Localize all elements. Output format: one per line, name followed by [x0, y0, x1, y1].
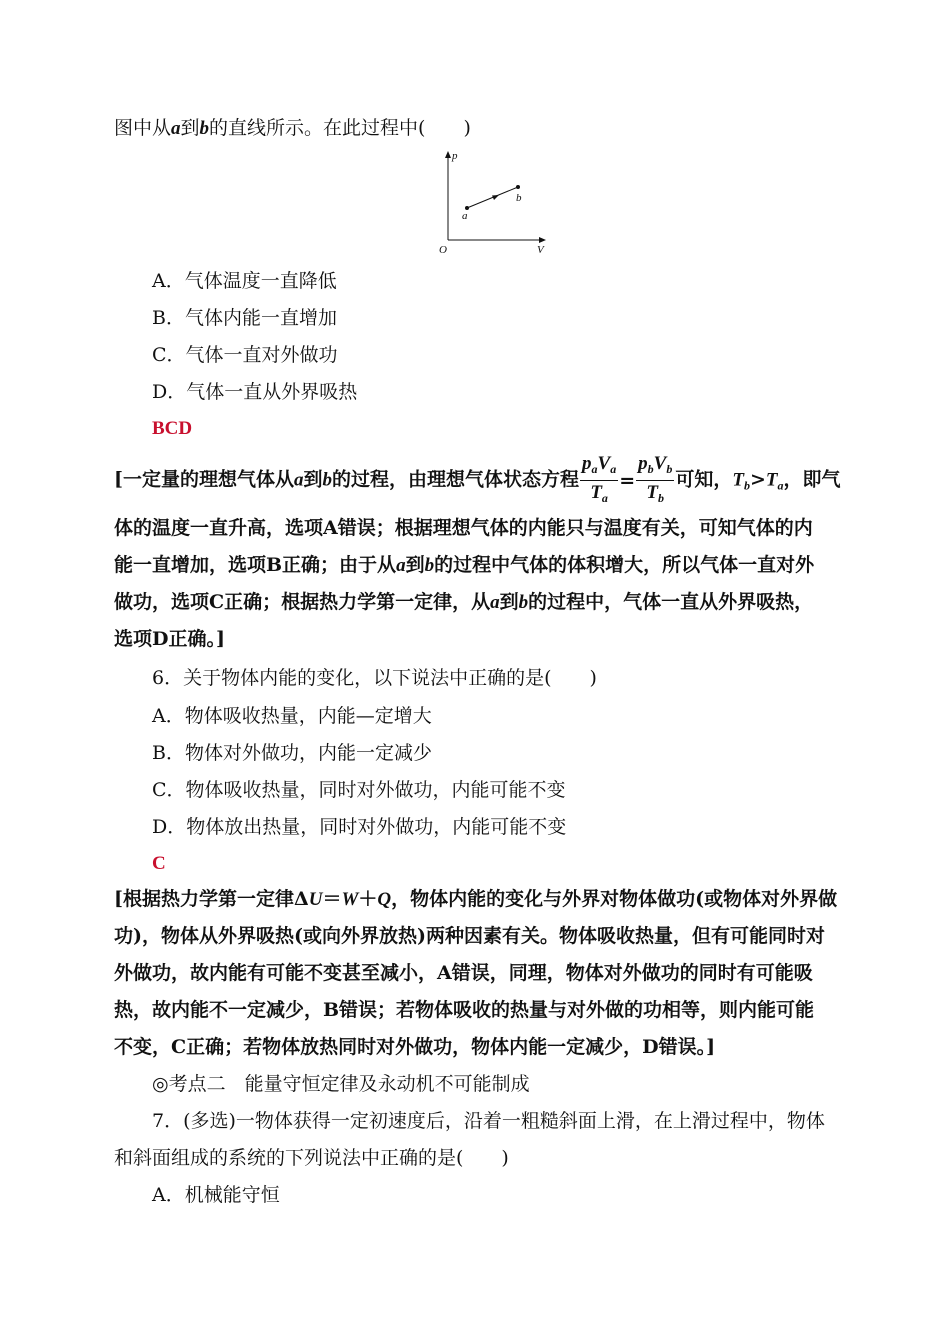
frac-sub: b	[666, 462, 673, 476]
exp-var-a: a	[490, 592, 500, 613]
q6-explanation-line-4: 热，故内能不一定减少，B错误；若物体吸收的热量与对外做的功相等，则内能可能	[114, 999, 815, 1021]
exp-text: 的过程，由理想气体状态方程	[332, 468, 580, 491]
frac-sub: a	[601, 491, 608, 505]
exp-text: 的过程中，气体一直从外界吸热，	[528, 591, 814, 613]
q7-stem-line-2: 和斜面组成的系统的下列说法中正确的是( )	[114, 1147, 509, 1169]
frac-t: T	[590, 482, 602, 503]
q6-option-a: A．物体吸收热量，内能—定增大	[152, 705, 432, 727]
exp-var-w: W	[341, 889, 359, 910]
exp-text: 做功，选项C正确；根据热力学第一定律，从	[114, 591, 491, 613]
process-arrow	[492, 195, 499, 200]
axis-label-p: p	[452, 150, 458, 162]
exp-text: ，即气	[783, 468, 841, 491]
p-axis-arrow	[445, 151, 451, 158]
exp-eq: ＝	[322, 888, 342, 910]
q5-explanation-line-2: 体的温度一直升高，选项A错误；根据理想气体的内能只与温度有关，可知气体的内	[114, 517, 813, 539]
frac-sub: a	[591, 462, 598, 476]
exp-text: 到	[499, 591, 519, 613]
exp-text: 到	[303, 468, 323, 491]
q5-answer: BCD	[152, 418, 193, 439]
exp-text: 能一直增加，选项B正确；由于从	[114, 554, 397, 576]
q5-stem-text-2: 到	[180, 117, 200, 139]
ineq-sub: b	[743, 478, 750, 493]
section-heading: ◎考点二 能量守恒定律及永动机不可能制成	[152, 1073, 530, 1095]
point-label-b: b	[516, 192, 522, 204]
q5-explanation-line-1	[114, 452, 841, 504]
exp-var-b: b	[424, 555, 435, 576]
q6-answer: C	[152, 853, 166, 874]
ineq-t: T	[765, 469, 778, 491]
process-line	[467, 187, 518, 208]
frac-t: T	[646, 482, 659, 503]
q5-explanation-line-3	[114, 552, 814, 579]
exp-text: 可知，	[675, 468, 733, 491]
exp-text: 到	[405, 554, 425, 576]
origin-label: O	[439, 244, 447, 256]
exp-var-q: Q	[377, 889, 392, 910]
q5-stem-text: 图中从	[114, 117, 172, 139]
q5-stem-var-a: a	[171, 118, 181, 139]
frac-v: V	[653, 453, 667, 474]
q5-explanation-line-5: 选项D正确。]	[114, 628, 225, 650]
q5-option-b: B．气体内能一直增加	[152, 307, 337, 329]
q5-stem-text-3: 的直线所示。在此过程中( )	[209, 117, 471, 139]
exp-var-b: b	[322, 469, 333, 491]
fraction-state-a	[580, 452, 618, 509]
q6-explanation-line-5: 不变，C正确；若物体放热同时对外做功，物体内能一定减少，D错误。]	[114, 1036, 716, 1058]
exp-var-a: a	[294, 469, 304, 491]
ineq-gt: >	[749, 468, 766, 491]
q6-option-c: C．物体吸收热量，同时对外做功，内能可能不变	[152, 779, 566, 801]
q5-stem-tail	[114, 115, 471, 142]
exp-text: [根据热力学第一定律Δ	[114, 888, 309, 910]
point-b	[516, 185, 520, 189]
exp-text: [一定量的理想气体从	[114, 468, 294, 491]
q7-stem-line-1: 7．(多选)一物体获得一定初速度后，沿着一粗糙斜面上滑，在上滑过程中，物体	[152, 1110, 825, 1132]
exp-var-a: a	[396, 555, 406, 576]
frac-sub: b	[658, 491, 665, 505]
frac-p: p	[582, 453, 592, 474]
axis-label-v: V	[537, 244, 544, 256]
exp-plus: ＋	[358, 888, 378, 910]
frac-sub: a	[610, 462, 617, 476]
q6-stem: 6．关于物体内能的变化，以下说法中正确的是( )	[152, 667, 597, 689]
q5-option-a: A．气体温度一直降低	[152, 270, 337, 292]
v-axis-arrow	[539, 237, 546, 243]
pv-graph	[430, 145, 560, 257]
frac-v: V	[597, 453, 611, 474]
q5-option-c: C．气体一直对外做功	[152, 344, 338, 366]
q7-option-a: A．机械能守恒	[152, 1184, 280, 1206]
q6-explanation-line-3: 外做功，故内能有可能不变甚至减小，A错误，同理，物体对外做功的同时有可能吸	[114, 962, 813, 984]
q6-explanation-line-1	[114, 886, 837, 913]
equals-sign: =	[619, 469, 636, 492]
fraction-state-b	[636, 452, 674, 509]
exp-var-b: b	[518, 592, 529, 613]
point-label-a: a	[462, 210, 468, 222]
exp-text: 的过程中气体的体积增大，所以气体一直对外	[434, 554, 815, 576]
q6-option-b: B．物体对外做功，内能一定减少	[152, 742, 432, 764]
frac-sub: b	[647, 462, 654, 476]
ineq-sub: a	[777, 478, 784, 493]
frac-p: p	[638, 453, 648, 474]
q5-option-d: D．气体一直从外界吸热	[152, 381, 358, 403]
exp-text: ，物体内能的变化与外界对物体做功(或物体对外界做	[391, 888, 838, 910]
q6-explanation-line-2: 功)，物体从外界吸热(或向外界放热)两种因素有关。物体吸收热量，但有可能同时对	[114, 925, 825, 947]
exp-var-u: U	[308, 889, 323, 910]
q5-explanation-line-4	[114, 589, 813, 616]
q6-option-d: D．物体放出热量，同时对外做功，内能可能不变	[152, 816, 567, 838]
ineq-t: T	[732, 469, 744, 491]
q5-stem-var-b: b	[199, 118, 210, 139]
